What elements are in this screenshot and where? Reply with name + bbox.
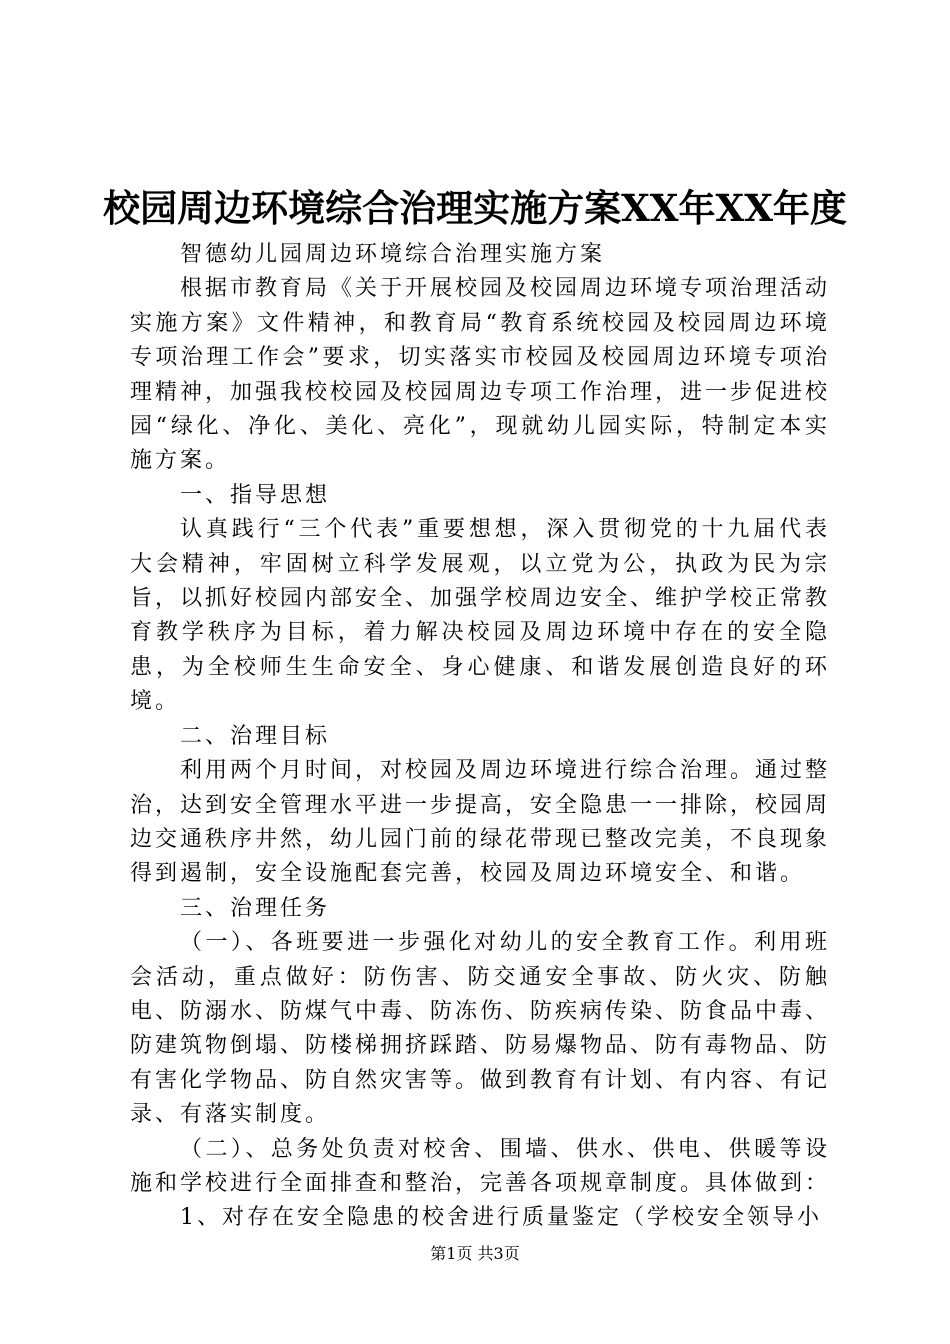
paragraph-goals: 利用两个月时间，对校园及周边环境进行综合治理。通过整治，达到安全管理水平进一步提高，安全隐患一一排除，校园周边交通秩序井然，幼儿园门前的绿花带现已整改完美，不良现象得到遏制，安全设施配套完善，校园及周边环境安全、和谐。 (130, 758, 831, 887)
document-body (130, 238, 830, 1236)
paragraph-task-2: （二）、总务处负责对校舍、围墙、供水、供电、供暖等设施和学校进行全面排查和整治，完善各项规章制度。具体做到： (130, 1136, 831, 1196)
section-heading-tasks: 三、治理任务 (180, 895, 331, 921)
section-heading-guiding-ideology: 一、指导思想 (180, 482, 331, 508)
paragraph-subtitle: 智德幼儿园周边环境综合治理实施方案 (180, 242, 606, 267)
paragraph-task-1: （一）、各班要进一步强化对幼儿的安全教育工作。利用班会活动，重点做好：防伤害、防交通安全事故、防火灾、防触电、防溺水、防煤气中毒、防冻伤、防疾病传染、防食品中毒、防建筑物倒塌、防楼梯拥挤踩踏、防易爆物品、防有毒物品、防有害化学物品、防自然灾害等。做到教育有计划、有内容、有记录、有落实制度。 (130, 930, 831, 1128)
page-footer: 第1页 共3页 (430, 1244, 520, 1263)
document-title: 校园周边环境综合治理实施方案XX年XX年度 (103, 186, 847, 230)
paragraph-intro: 根据市教育局《关于开展校园及校园周边环境专项治理活动实施方案》文件精神，和教育局“教育系统校园及校园周边环境专项治理工作会”要求，切实落实市校园及校园周边环境专项治理精神，加强我校校园及校园周边专项工作治理，进一步促进校园“绿化、净化、美化、亮化”，现就幼儿园实际，特制定本实施方案。 (130, 276, 831, 474)
paragraph-task-2-item-1: 1、对存在安全隐患的校舍进行质量鉴定（学校安全领导小 (180, 1205, 822, 1231)
section-heading-goals: 二、治理目标 (180, 723, 331, 749)
paragraph-guiding-ideology: 认真践行“三个代表”重要想想，深入贯彻党的十九届代表大会精神，牢固树立科学发展观，以立党为公，执政为民为宗旨，以抓好校园内部安全、加强学校周边安全、维护学校正常教育教学秩序为目标，着力解决校园及周边环境中存在的安全隐患，为全校师生生命安全、身心健康、和谐发展创造良好的环境。 (130, 517, 831, 715)
